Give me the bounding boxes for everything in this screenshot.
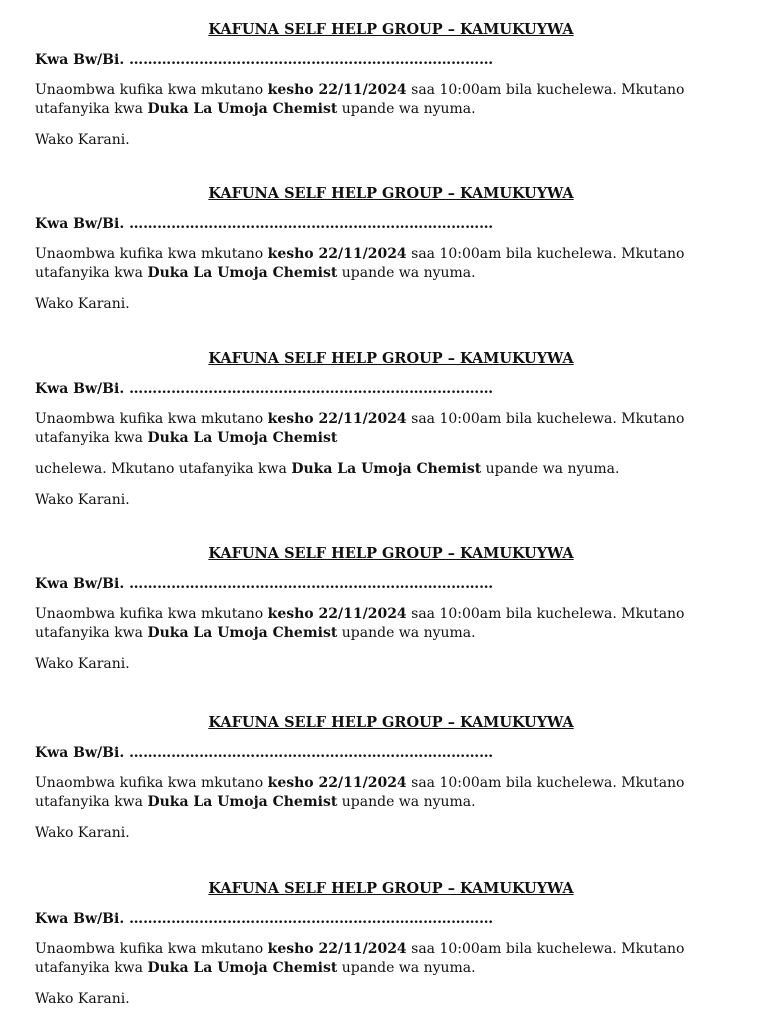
body-text: saa 10:00am bila kuchelewa. Mkutano utafanyika kwa xyxy=(35,82,685,117)
meeting-venue: Duka La Umoja Chemist xyxy=(147,794,338,810)
body-text: saa 10:00am bila kuchelewa. Mkutano utafanyika kwa xyxy=(35,941,685,976)
notice-body-continuation xyxy=(35,460,747,479)
body-text: upande wa nyuma. xyxy=(337,265,476,281)
body-text: saa 10:00am bila kuchelewa. Mkutano utafanyika kwa xyxy=(35,411,685,446)
notice-body xyxy=(35,81,747,119)
body-text: Unaombwa kufika kwa mkutano xyxy=(35,941,268,957)
meeting-venue: Duka La Umoja Chemist xyxy=(147,265,338,281)
notice-1 xyxy=(35,21,747,149)
notice-body xyxy=(35,245,747,283)
notice-body xyxy=(35,605,747,643)
meeting-venue: Duka La Umoja Chemist xyxy=(147,101,338,117)
signature-line: Wako Karani. xyxy=(35,656,130,672)
meeting-date: kesho 22/11/2024 xyxy=(267,941,407,957)
meeting-date: kesho 22/11/2024 xyxy=(267,606,407,622)
meeting-venue: Duka La Umoja Chemist xyxy=(147,430,338,446)
body-text: saa 10:00am bila kuchelewa. Mkutano utafanyika kwa xyxy=(35,606,685,641)
notice-title: KAFUNA SELF HELP GROUP – KAMUKUYWA xyxy=(208,350,574,367)
meeting-date: kesho 22/11/2024 xyxy=(267,775,407,791)
meeting-venue: Duka La Umoja Chemist xyxy=(291,461,482,477)
signature-line: Wako Karani. xyxy=(35,296,130,312)
meeting-venue: Duka La Umoja Chemist xyxy=(147,625,338,641)
notice-3 xyxy=(35,350,747,509)
notice-title: KAFUNA SELF HELP GROUP – KAMUKUYWA xyxy=(208,880,574,897)
body-text: upande wa nyuma. xyxy=(337,794,476,810)
addressee-line: Kwa Bw/Bi. …………………………………………………………………… xyxy=(35,745,494,761)
notice-title: KAFUNA SELF HELP GROUP – KAMUKUYWA xyxy=(208,545,574,562)
meeting-date: kesho 22/11/2024 xyxy=(267,411,407,427)
notice-body xyxy=(35,940,747,978)
body-text: Unaombwa kufika kwa mkutano xyxy=(35,775,268,791)
addressee-line: Kwa Bw/Bi. …………………………………………………………………… xyxy=(35,911,494,927)
addressee-line: Kwa Bw/Bi. …………………………………………………………………… xyxy=(35,576,494,592)
addressee-line: Kwa Bw/Bi. …………………………………………………………………… xyxy=(35,216,494,232)
notice-4 xyxy=(35,545,747,673)
meeting-date: kesho 22/11/2024 xyxy=(267,246,407,262)
body-text: Unaombwa kufika kwa mkutano xyxy=(35,82,268,98)
notice-2 xyxy=(35,185,747,313)
meeting-venue: Duka La Umoja Chemist xyxy=(147,960,338,976)
signature-line: Wako Karani. xyxy=(35,991,130,1007)
addressee-line: Kwa Bw/Bi. …………………………………………………………………… xyxy=(35,381,494,397)
body-text: Unaombwa kufika kwa mkutano xyxy=(35,606,268,622)
body-text: saa 10:00am bila kuchelewa. Mkutano utafanyika kwa xyxy=(35,775,685,810)
body-text: Unaombwa kufika kwa mkutano xyxy=(35,411,268,427)
signature-line: Wako Karani. xyxy=(35,132,130,148)
body-text: upande wa nyuma. xyxy=(337,625,476,641)
addressee-line: Kwa Bw/Bi. …………………………………………………………………… xyxy=(35,52,494,68)
notice-5 xyxy=(35,714,747,842)
signature-line: Wako Karani. xyxy=(35,825,130,841)
notice-title: KAFUNA SELF HELP GROUP – KAMUKUYWA xyxy=(208,714,574,731)
meeting-date: kesho 22/11/2024 xyxy=(267,82,407,98)
notice-title: KAFUNA SELF HELP GROUP – KAMUKUYWA xyxy=(208,21,574,38)
notice-body xyxy=(35,774,747,812)
notice-6 xyxy=(35,880,747,1008)
body-text: upande wa nyuma. xyxy=(337,101,476,117)
body-text: upande wa nyuma. xyxy=(481,461,620,477)
body-text: upande wa nyuma. xyxy=(337,960,476,976)
notice-body xyxy=(35,410,747,448)
notice-title: KAFUNA SELF HELP GROUP – KAMUKUYWA xyxy=(208,185,574,202)
body-text: saa 10:00am bila kuchelewa. Mkutano utafanyika kwa xyxy=(35,246,685,281)
body-text: uchelewa. Mkutano utafanyika kwa xyxy=(35,461,292,477)
signature-line: Wako Karani. xyxy=(35,492,130,508)
body-text: Unaombwa kufika kwa mkutano xyxy=(35,246,268,262)
